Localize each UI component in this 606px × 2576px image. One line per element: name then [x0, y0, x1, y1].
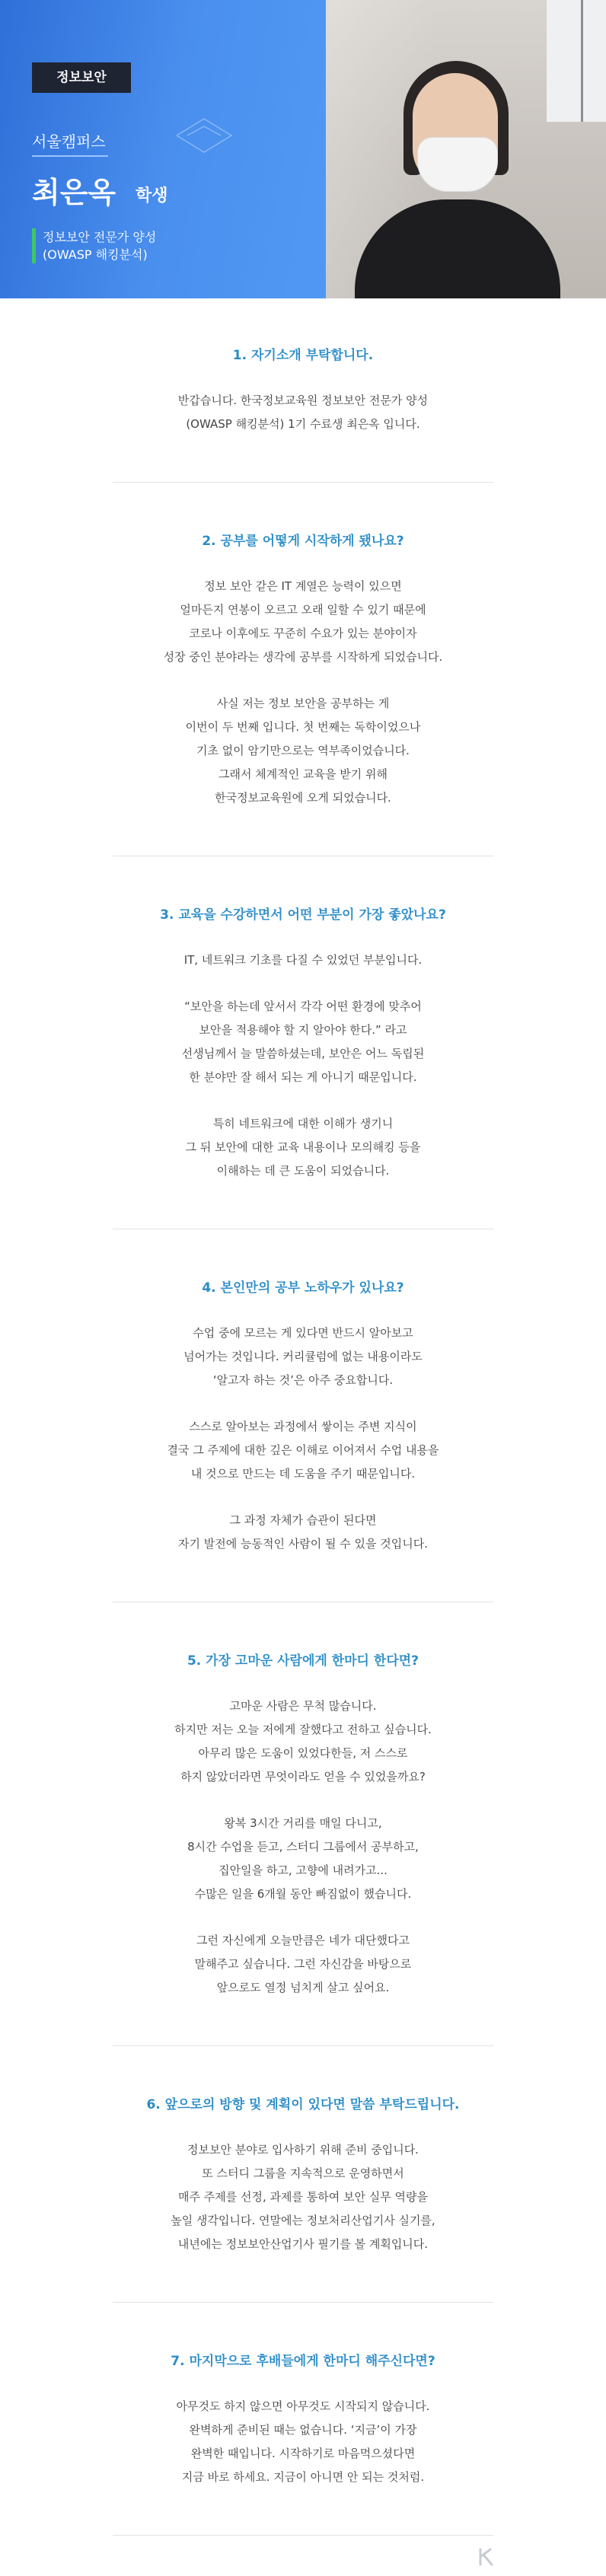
course-accent-bar	[32, 228, 36, 263]
answer-line: 완벽한 때입니다. 시작하기로 마음먹으셨다면	[190, 2447, 416, 2460]
interview-section	[113, 2093, 493, 2256]
answer-line: 또 스터디 그룹을 지속적으로 운영하면서	[202, 2166, 404, 2180]
question-heading: 5. 가장 고마운 사람에게 한마디 한다면?	[187, 1653, 419, 1669]
answer-line: 얼마든지 연봉이 오르고 오래 일할 수 있기 때문에	[180, 603, 426, 617]
answer-line: 아무것도 하지 않으면 아무것도 시작되지 않습니다.	[176, 2399, 430, 2413]
course-line: (OWASP 해킹분석)	[43, 247, 148, 262]
answer-line: 높일 생각입니다. 연말에는 정보처리산업기사 실기를,	[171, 2214, 435, 2227]
answer-line: 8시간 수업을 듣고, 스터디 그룹에서 공부하고,	[187, 1840, 419, 1854]
answer-line: 수많은 일을 6개월 동안 빠짐없이 했습니다.	[194, 1887, 412, 1901]
question-heading: 4. 본인만의 공부 노하우가 있나요?	[202, 1280, 404, 1296]
answer-line: 집안일을 하고, 고향에 내려가고...	[218, 1863, 388, 1877]
question-heading: 1. 자기소개 부탁합니다.	[232, 348, 374, 363]
answer-line: 말해주고 싶습니다. 그런 자신감을 바탕으로	[194, 1957, 412, 1971]
answer-paragraph	[113, 1321, 493, 1392]
answer-line: 왕복 3시간 거리를 매일 다니고,	[224, 1816, 382, 1830]
answer-line: 지금 바로 하세요. 지금이 아니면 안 되는 것처럼.	[181, 2470, 425, 2484]
answer-line: “보안을 하는데 앞서서 각각 어떤 환경에 맞추어	[184, 999, 422, 1013]
answer-line: 스스로 알아보는 과정에서 쌓이는 주변 지식이	[189, 1420, 417, 1433]
course-name	[43, 228, 156, 263]
answer-line: IT, 네트워크 기초를 다질 수 있었던 부분입니다.	[183, 953, 423, 967]
answer-line: 정보보안 분야로 입사하기 위해 준비 중입니다.	[187, 2143, 419, 2157]
answer-line: 이해하는 데 큰 도움이 되었습니다.	[216, 1164, 390, 1178]
answer-line: 한국정보교육원에 오게 되었습니다.	[215, 791, 391, 805]
answer-line: 선생님께서 늘 말씀하셨는데, 보안은 어느 독립된	[181, 1047, 425, 1060]
student-photo	[326, 0, 606, 298]
interview-section	[113, 904, 493, 1183]
answer-line: 특히 네트워크에 대한 이해가 생기니	[212, 1117, 394, 1130]
answer-line: 이번이 두 번째 입니다. 첫 번째는 독학이었으나	[185, 720, 421, 734]
answer-line: 그런 자신에게 오늘만큼은 네가 대단했다고	[196, 1934, 410, 1947]
student-name: 최은옥	[32, 176, 116, 209]
student-role: 학생	[136, 187, 168, 206]
answer-paragraph	[113, 1694, 493, 1789]
answer-line: 내 것으로 만드는 데 도움을 주기 때문입니다.	[190, 1467, 416, 1481]
answer-paragraph	[113, 1415, 493, 1486]
section-divider	[113, 2302, 493, 2303]
answer-line: 앞으로도 열정 넘치게 살고 싶어요.	[216, 1981, 390, 1994]
question-heading: 6. 앞으로의 방향 및 계획이 있다면 말씀 부탁드립니다.	[146, 2097, 460, 2112]
answer-line: 완벽하게 준비된 때는 없습니다. ‘지금’이 가장	[189, 2423, 417, 2437]
answer-line: 자기 발전에 능동적인 사람이 될 수 있을 것입니다.	[178, 1537, 428, 1551]
question-heading: 7. 마지막으로 후배들에게 한마디 해주신다면?	[171, 2354, 435, 2369]
answer-line: 넘어가는 것입니다. 커리큘럼에 없는 내용이라도	[183, 1350, 423, 1363]
answer-line: 그 과정 자체가 습관이 된다면	[229, 1513, 377, 1527]
answer-line: 보안을 적용해야 할 지 알아야 한다.” 라고	[199, 1023, 407, 1037]
answer-line: (OWASP 해킹분석) 1기 수료생 최은옥 입니다.	[186, 417, 420, 431]
answer-line: 결국 그 주제에 대한 깊은 이해로 이어져서 수업 내용을	[167, 1443, 439, 1457]
answer-paragraph	[113, 995, 493, 1089]
category-badge: 정보보안	[32, 62, 131, 93]
answer-paragraph	[113, 389, 493, 436]
campus-label: 서울캠퍼스	[32, 132, 106, 151]
answer-line: 반갑습니다. 한국정보교육원 정보보안 전문가 양성	[177, 394, 429, 407]
answer-line: 고마운 사람은 무척 많습니다.	[229, 1699, 377, 1713]
answer-paragraph	[113, 575, 493, 669]
section-divider	[113, 482, 493, 483]
question-heading: 2. 공부를 어떻게 시작하게 됐나요?	[202, 534, 404, 549]
answer-paragraph	[113, 692, 493, 810]
answer-line: 매주 주제를 선정, 과제를 통하여 보안 실무 역량을	[178, 2190, 428, 2204]
interview-content	[0, 298, 606, 2536]
answer-paragraph	[113, 2138, 493, 2256]
question-heading: 3. 교육을 수강하면서 어떤 부분이 가장 좋았나요?	[160, 907, 446, 923]
campus-underline	[32, 155, 108, 157]
hero-banner	[0, 0, 606, 298]
interview-section	[113, 1650, 493, 2000]
answer-paragraph	[113, 1509, 493, 1556]
answer-line: 기초 없이 암기만으로는 역부족이었습니다.	[196, 744, 410, 757]
course-line: 정보보안 전문가 양성	[43, 230, 157, 244]
answer-line: 그래서 체계적인 교육을 받기 위해	[218, 767, 388, 781]
answer-line: 그 뒤 보안에 대한 교육 내용이나 모의해킹 등을	[185, 1140, 421, 1154]
brand-logo-icon	[477, 2547, 496, 2567]
answer-paragraph	[113, 948, 493, 972]
answer-line: 하지 않았더라면 무엇이라도 얻을 수 있었을까요?	[180, 1770, 426, 1784]
answer-line: 수업 중에 모르는 게 있다면 반드시 알아보고	[193, 1326, 413, 1340]
answer-line: 내년에는 정보보안산업기사 필기를 볼 계획입니다.	[177, 2237, 429, 2251]
answer-paragraph	[113, 1112, 493, 1183]
answer-line: 사실 저는 정보 보안을 공부하는 게	[216, 697, 390, 710]
answer-paragraph	[113, 2395, 493, 2489]
decorative-lines-icon	[174, 113, 234, 158]
answer-line: 한 분야만 잘 해서 되는 게 아니기 때문입니다.	[189, 1070, 417, 1084]
answer-line: 하지만 저는 오늘 저에게 잘했다고 전하고 싶습니다.	[174, 1723, 432, 1736]
section-divider	[113, 2045, 493, 2046]
interview-section	[113, 2350, 493, 2489]
answer-line: 코로나 이후에도 꾸준히 수요가 있는 분야이자	[189, 626, 417, 640]
answer-line: ‘알고자 하는 것’은 아주 중요합니다.	[212, 1373, 394, 1387]
interview-section	[113, 530, 493, 810]
interview-section	[113, 1277, 493, 1556]
answer-line: 아무리 많은 도움이 있었다한들, 저 스스로	[198, 1746, 408, 1760]
interview-section	[113, 344, 493, 436]
section-divider	[113, 2535, 493, 2536]
answer-line: 정보 보안 같은 IT 계열은 능력이 있으면	[204, 579, 402, 593]
answer-paragraph	[113, 1929, 493, 2000]
answer-paragraph	[113, 1812, 493, 1906]
answer-line: 성장 중인 분야라는 생각에 공부를 시작하게 되었습니다.	[163, 650, 443, 664]
